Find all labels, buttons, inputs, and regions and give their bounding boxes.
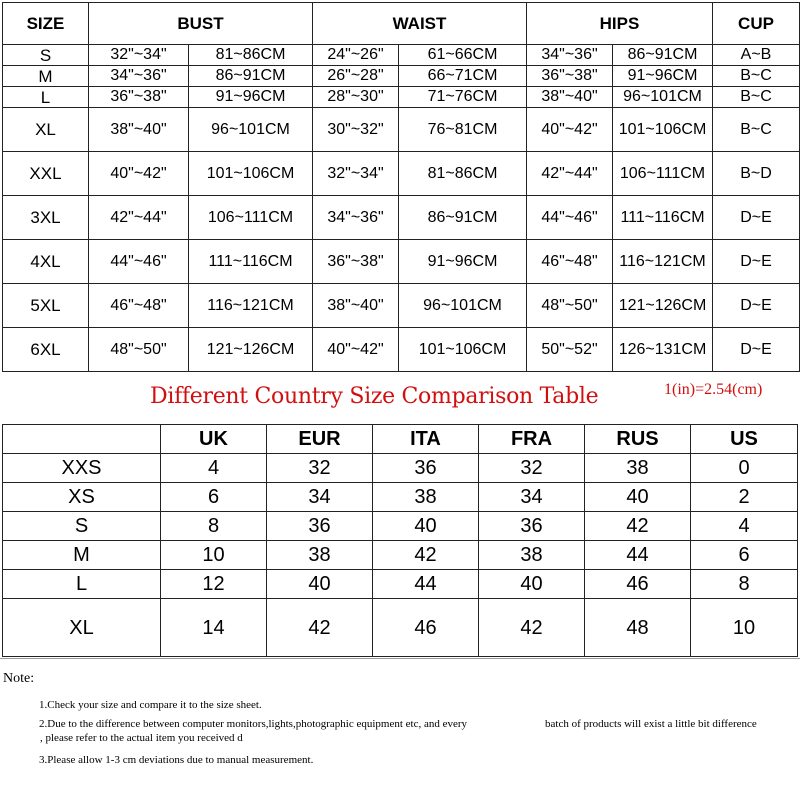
size-row: [3, 328, 800, 372]
header-hips: HIPS: [527, 3, 713, 45]
size-cell-size: 5XL: [3, 284, 89, 328]
size-cell-waist-cm: 76~81CM: [399, 108, 527, 152]
size-cell-bust-cm: 106~111CM: [189, 196, 313, 240]
size-cell-bust-in: 38"~40": [89, 108, 189, 152]
size-cell-size: XL: [3, 108, 89, 152]
size-cell-size: 6XL: [3, 328, 89, 372]
header-cup: CUP: [713, 3, 800, 45]
size-cell-bust-cm: 91~96CM: [189, 87, 313, 108]
country-cell: 38: [585, 454, 691, 483]
note-line-2-continued: batch of products will exist a little bit difference: [545, 718, 757, 730]
note-line-3: 3.Please allow 1-3 cm deviations due to manual measurement.: [39, 754, 314, 766]
country-row: [3, 570, 798, 599]
country-row-size: XXS: [3, 454, 161, 483]
country-cell: 40: [373, 512, 479, 541]
country-row-size: S: [3, 512, 161, 541]
size-cell-bust-in: 34"~36": [89, 66, 189, 87]
country-comparison-table: [2, 424, 798, 657]
size-cell-cup: D~E: [713, 328, 800, 372]
size-cell-bust-cm: 81~86CM: [189, 45, 313, 66]
country-cell: 6: [691, 541, 798, 570]
size-cell-bust-in: 36"~38": [89, 87, 189, 108]
size-cell-hips-cm: 121~126CM: [613, 284, 713, 328]
size-cell-bust-cm: 121~126CM: [189, 328, 313, 372]
country-cell: 36: [267, 512, 373, 541]
size-cell-waist-cm: 66~71CM: [399, 66, 527, 87]
header-size: SIZE: [3, 3, 89, 45]
size-cell-waist-in: 38"~40": [313, 284, 399, 328]
size-row: [3, 66, 800, 87]
country-cell: 42: [267, 599, 373, 657]
country-cell: 36: [373, 454, 479, 483]
size-cell-hips-cm: 86~91CM: [613, 45, 713, 66]
country-row: [3, 512, 798, 541]
size-cell-size: M: [3, 66, 89, 87]
size-cell-cup: A~B: [713, 45, 800, 66]
country-cell: 48: [585, 599, 691, 657]
size-chart-header-row: [3, 3, 800, 45]
size-cell-hips-cm: 101~106CM: [613, 108, 713, 152]
country-cell: 42: [373, 541, 479, 570]
size-cell-hips-cm: 111~116CM: [613, 196, 713, 240]
country-cell: 46: [585, 570, 691, 599]
country-cell: 40: [267, 570, 373, 599]
country-cell: 36: [479, 512, 585, 541]
country-header-us: US: [691, 425, 798, 454]
country-cell: 42: [585, 512, 691, 541]
header-bust: BUST: [89, 3, 313, 45]
size-row: [3, 240, 800, 284]
size-cell-hips-in: 48"~50": [527, 284, 613, 328]
country-cell: 44: [585, 541, 691, 570]
country-row-size: XL: [3, 599, 161, 657]
size-cell-waist-in: 34"~36": [313, 196, 399, 240]
country-row-size: L: [3, 570, 161, 599]
size-cell-cup: D~E: [713, 284, 800, 328]
note-line-1: 1.Check your size and compare it to the size sheet.: [39, 699, 262, 711]
country-cell: 44: [373, 570, 479, 599]
size-cell-waist-in: 40"~42": [313, 328, 399, 372]
size-cell-bust-cm: 116~121CM: [189, 284, 313, 328]
country-cell: 40: [479, 570, 585, 599]
size-cell-hips-cm: 116~121CM: [613, 240, 713, 284]
country-header-eur: EUR: [267, 425, 373, 454]
size-cell-hips-in: 40"~42": [527, 108, 613, 152]
size-cell-waist-cm: 96~101CM: [399, 284, 527, 328]
size-cell-bust-in: 32"~34": [89, 45, 189, 66]
size-cell-waist-cm: 91~96CM: [399, 240, 527, 284]
header-waist: WAIST: [313, 3, 527, 45]
size-cell-bust-cm: 111~116CM: [189, 240, 313, 284]
size-cell-waist-in: 26"~28": [313, 66, 399, 87]
size-cell-hips-in: 50"~52": [527, 328, 613, 372]
size-cell-cup: D~E: [713, 240, 800, 284]
size-cell-waist-in: 36"~38": [313, 240, 399, 284]
comparison-title: Different Country Size Comparison Table: [150, 384, 599, 409]
size-cell-hips-in: 34"~36": [527, 45, 613, 66]
size-cell-hips-cm: 106~111CM: [613, 152, 713, 196]
size-cell-hips-in: 42"~44": [527, 152, 613, 196]
size-cell-bust-in: 48"~50": [89, 328, 189, 372]
size-cell-cup: B~D: [713, 152, 800, 196]
size-cell-bust-cm: 86~91CM: [189, 66, 313, 87]
country-row-size: M: [3, 541, 161, 570]
size-cell-size: S: [3, 45, 89, 66]
country-row-size: XS: [3, 483, 161, 512]
size-row: [3, 196, 800, 240]
size-cell-size: 3XL: [3, 196, 89, 240]
country-cell: 10: [691, 599, 798, 657]
country-cell: 10: [161, 541, 267, 570]
size-cell-cup: B~C: [713, 87, 800, 108]
size-cell-cup: B~C: [713, 108, 800, 152]
country-header-uk: UK: [161, 425, 267, 454]
notes-title: Note:: [3, 671, 35, 686]
size-cell-hips-cm: 91~96CM: [613, 66, 713, 87]
country-cell: 32: [267, 454, 373, 483]
size-cell-size: 4XL: [3, 240, 89, 284]
size-cell-waist-cm: 86~91CM: [399, 196, 527, 240]
country-cell: 34: [267, 483, 373, 512]
size-cell-hips-cm: 96~101CM: [613, 87, 713, 108]
country-cell: 0: [691, 454, 798, 483]
country-header-ita: ITA: [373, 425, 479, 454]
size-row: [3, 152, 800, 196]
size-cell-bust-cm: 101~106CM: [189, 152, 313, 196]
country-cell: 12: [161, 570, 267, 599]
note-line-2-wrap: , please refer to the actual item you received d: [40, 732, 243, 744]
unit-conversion-note: 1(in)=2.54(cm): [664, 381, 763, 398]
size-cell-waist-in: 30"~32": [313, 108, 399, 152]
country-cell: 4: [161, 454, 267, 483]
size-cell-waist-in: 32"~34": [313, 152, 399, 196]
country-cell: 40: [585, 483, 691, 512]
country-row: [3, 541, 798, 570]
country-cell: 2: [691, 483, 798, 512]
country-cell: 14: [161, 599, 267, 657]
country-cell: 8: [691, 570, 798, 599]
size-cell-hips-in: 38"~40": [527, 87, 613, 108]
size-cell-hips-in: 44"~46": [527, 196, 613, 240]
size-row: [3, 87, 800, 108]
country-cell: 8: [161, 512, 267, 541]
country-row: [3, 599, 798, 657]
country-cell: 4: [691, 512, 798, 541]
notes-section: [0, 658, 800, 801]
country-cell: 32: [479, 454, 585, 483]
size-cell-bust-in: 42"~44": [89, 196, 189, 240]
size-cell-hips-cm: 126~131CM: [613, 328, 713, 372]
size-cell-waist-cm: 101~106CM: [399, 328, 527, 372]
country-row: [3, 454, 798, 483]
size-cell-bust-in: 46"~48": [89, 284, 189, 328]
size-cell-waist-in: 24"~26": [313, 45, 399, 66]
country-cell: 38: [267, 541, 373, 570]
size-cell-size: XXL: [3, 152, 89, 196]
size-cell-bust-in: 40"~42": [89, 152, 189, 196]
size-cell-waist-cm: 61~66CM: [399, 45, 527, 66]
size-cell-bust-in: 44"~46": [89, 240, 189, 284]
size-cell-bust-cm: 96~101CM: [189, 108, 313, 152]
country-row: [3, 483, 798, 512]
size-cell-size: L: [3, 87, 89, 108]
note-line-2: 2.Due to the difference between computer monitors,lights,photographic equipment etc, and every: [39, 718, 468, 730]
size-cell-waist-in: 28"~30": [313, 87, 399, 108]
country-cell: 34: [479, 483, 585, 512]
size-cell-hips-in: 46"~48": [527, 240, 613, 284]
size-cell-waist-cm: 81~86CM: [399, 152, 527, 196]
size-chart-table: [2, 2, 800, 372]
size-cell-cup: D~E: [713, 196, 800, 240]
country-header-blank: [3, 425, 161, 454]
country-cell: 38: [479, 541, 585, 570]
size-row: [3, 108, 800, 152]
size-cell-cup: B~C: [713, 66, 800, 87]
country-cell: 6: [161, 483, 267, 512]
country-cell: 42: [479, 599, 585, 657]
size-cell-hips-in: 36"~38": [527, 66, 613, 87]
size-cell-waist-cm: 71~76CM: [399, 87, 527, 108]
country-header-fra: FRA: [479, 425, 585, 454]
country-header-row: [3, 425, 798, 454]
size-row: [3, 45, 800, 66]
country-cell: 38: [373, 483, 479, 512]
size-row: [3, 284, 800, 328]
country-cell: 46: [373, 599, 479, 657]
country-header-rus: RUS: [585, 425, 691, 454]
